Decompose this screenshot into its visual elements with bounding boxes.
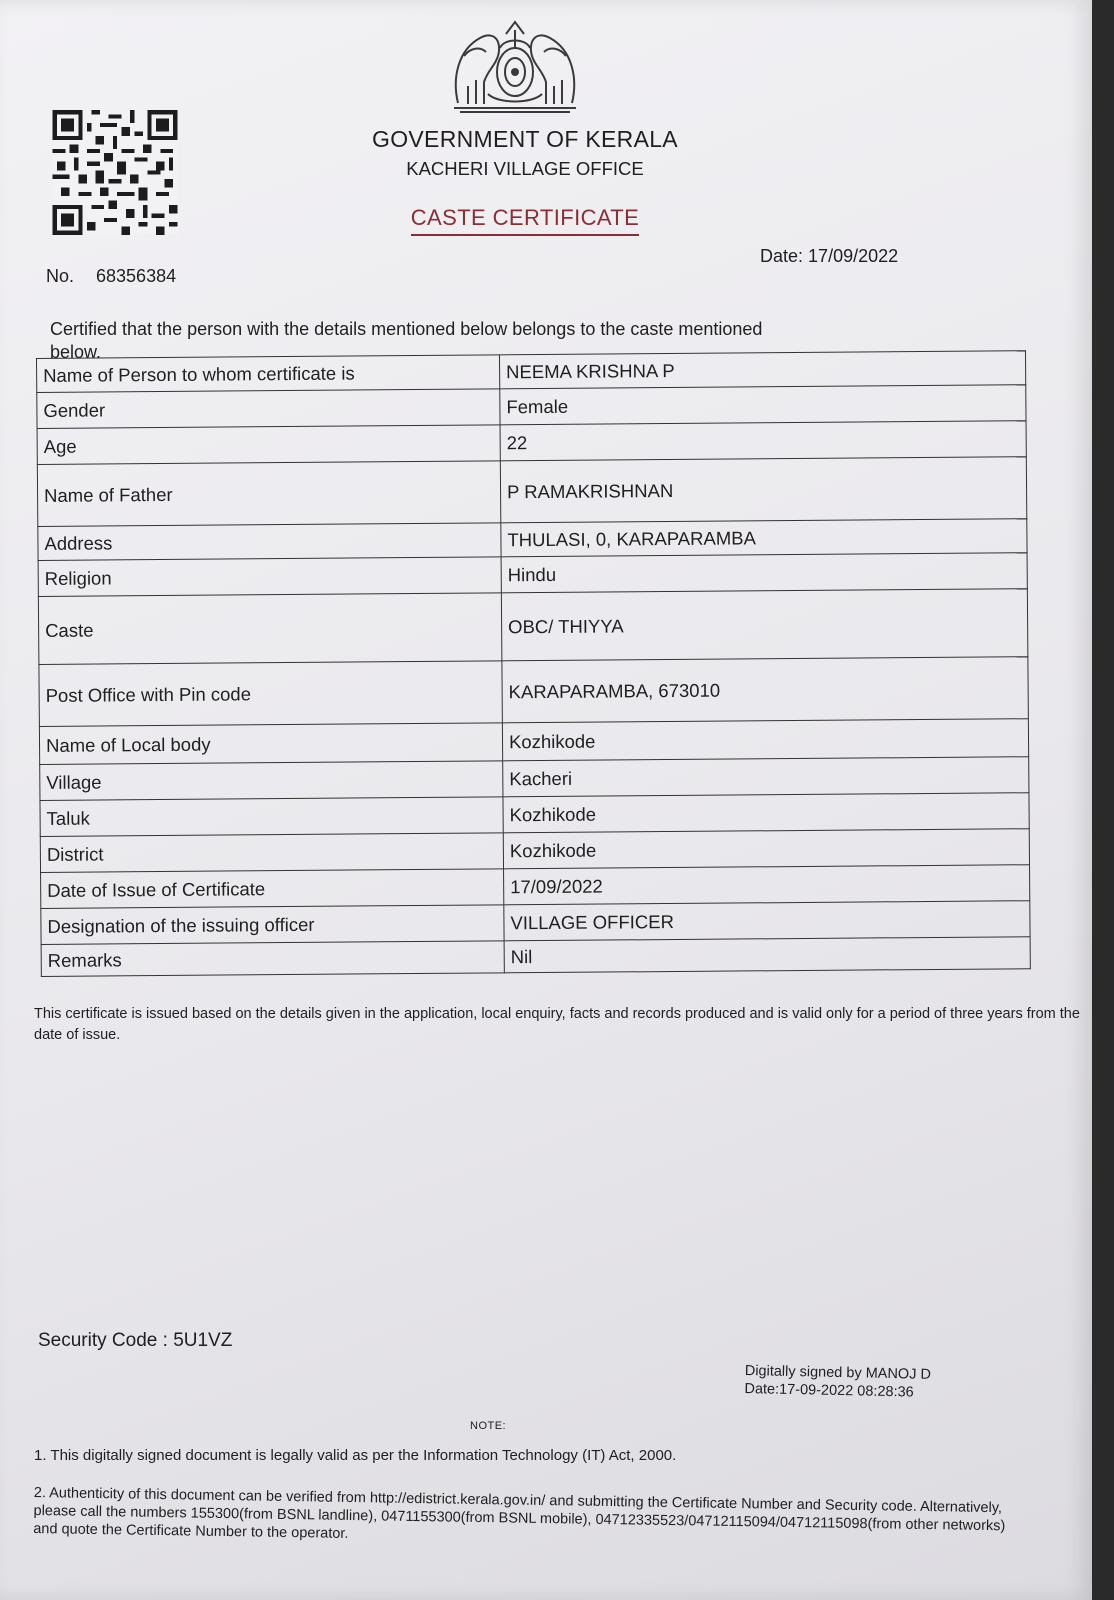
row-label: Address [38,523,501,561]
office-name: KACHERI VILLAGE OFFICE [406,158,644,179]
row-value: 22 [500,421,1026,461]
row-value: Nil [504,937,1030,973]
row-value: Kacheri [503,757,1029,797]
row-value: KARAPARAMBA, 673010 [502,657,1028,723]
date-label: Date: [760,246,804,266]
row-value: NEEMA KRISHNA P [499,351,1025,389]
certificate-title-text: CASTE CERTIFICATE [411,205,639,236]
row-label: Name of Local body [39,723,502,765]
row-label: Designation of the issuing officer [41,905,504,945]
kerala-emblem-icon [440,8,590,116]
table-row [39,657,1028,727]
note-title: NOTE: [470,1420,507,1432]
row-label: Name of Person to whom certificate is [37,355,500,393]
signature-line-date: Date:17-09-2022 08:28:36 [744,1380,914,1401]
digital-signature [744,1362,931,1402]
certificate-date [760,246,898,267]
row-label: Religion [38,557,501,597]
security-code [38,1330,232,1352]
row-value: VILLAGE OFFICER [504,901,1030,941]
note-2: 2. Authenticity of this document can be verified from http://edistrict.kerala.gov.in/ and submitting the Certificate Number and Security code. Alternatively, please call the numbers 155300(from BSNL landline), 0471155300(from BSNL mobile), 04712335523/04712115094/04712115098(from other networks) and quote the Certificate Number to the operator. [33,1484,1006,1542]
table-row [41,937,1030,977]
table-row [37,457,1026,527]
row-value: 17/09/2022 [504,865,1030,905]
security-code-value: 5U1VZ [173,1330,233,1351]
row-label: Age [37,425,500,465]
table-row [38,589,1028,665]
row-label: Village [40,761,503,801]
intro-text: Certified that the person with the details mentioned below belongs to the caste mentioned below. [50,319,763,362]
details-table [36,350,1031,977]
row-label: Name of Father [37,461,500,527]
signature-line-signer: Digitally signed by MANOJ D [744,1362,932,1383]
row-value: Kozhikode [503,793,1029,833]
certificate-number-label: No. [46,266,75,286]
row-label: District [40,833,503,873]
row-label: Post Office with Pin code [39,661,502,727]
row-value: Kozhikode [503,829,1029,869]
row-value: Kozhikode [502,719,1028,761]
row-value: OBC/ THIYYA [501,589,1028,661]
note-1: 1. This digitally signed document is legally valid as per the Information Technology (IT) Act, 2000. [34,1447,677,1464]
certificate-number [46,266,176,287]
row-value: Female [500,385,1026,425]
row-value: P RAMAKRISHNAN [500,457,1026,523]
validity-text: This certificate is issued based on the details given in the application, local enquiry, facts and records produced and is valid only for a period of three years from the date of issue. [34,1006,1080,1043]
government-title: GOVERNMENT OF KERALA [372,126,678,152]
row-label: Remarks [41,941,504,977]
certificate-number-value: 68356384 [96,266,177,286]
row-label: Caste [38,593,502,665]
row-label: Gender [37,389,500,429]
security-code-label: Security Code : [38,1330,168,1351]
certificate-title [0,205,1050,236]
row-label: Taluk [40,797,503,837]
row-value: Hindu [501,553,1027,593]
date-value: 17/09/2022 [808,246,899,266]
row-label: Date of Issue of Certificate [41,869,504,909]
row-value: THULASI, 0, KARAPARAMBA [501,519,1027,557]
